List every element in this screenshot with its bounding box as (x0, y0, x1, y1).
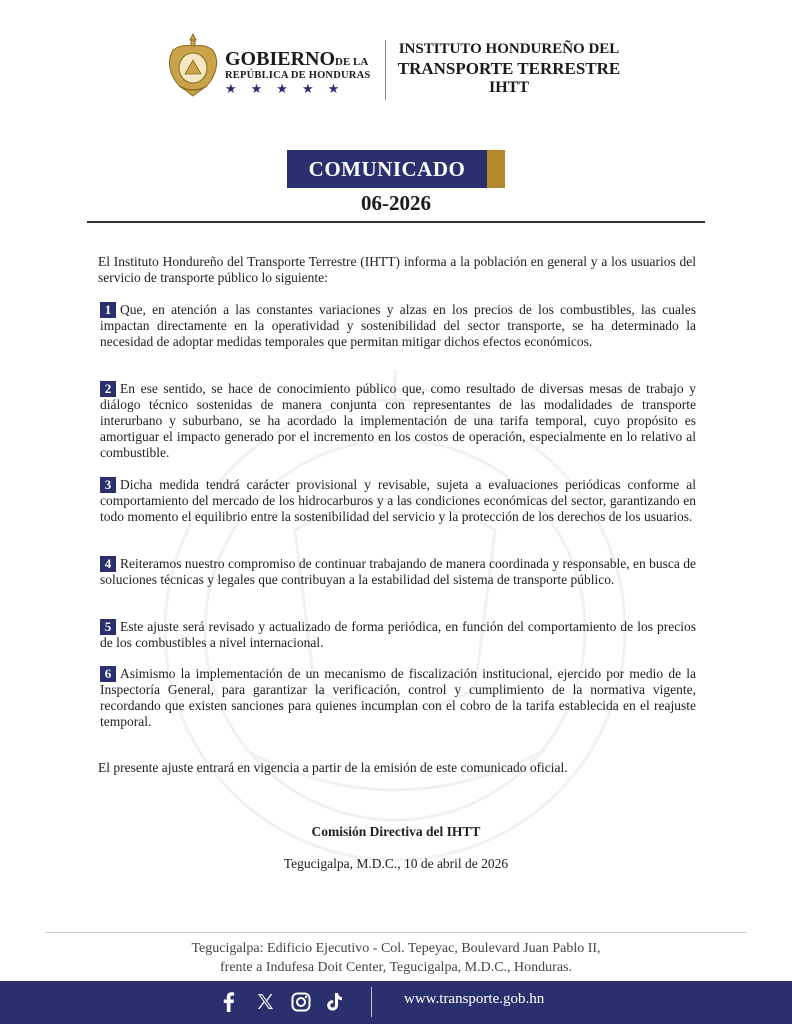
banner-title: COMUNICADO (308, 157, 466, 181)
address-line-2: frente a Indufesa Doit Center, Tegucigalpa, M.D.C., Honduras. (220, 960, 572, 975)
footer-divider (46, 932, 746, 933)
signature: Comisión Directiva del IHTT (311, 824, 481, 839)
item-number-badge: 5 (100, 619, 116, 635)
banner-accent (487, 150, 505, 188)
institute-line-3: IHTT (488, 79, 529, 96)
item-number-badge: 1 (100, 302, 116, 318)
item-number-badge: 3 (100, 477, 116, 493)
address-line-1: Tegucigalpa: Edificio Ejecutivo - Col. Tepeyac, Boulevard Juan Pablo II, (191, 941, 601, 956)
title-divider (87, 221, 705, 223)
header-divider (385, 40, 386, 100)
item-number-badge: 6 (100, 666, 116, 682)
item-text: Dicha medida tendrá carácter provisional y revisable, sujeta a evaluaciones periódicas conforme al comportamiento del mercado de los hidrocarburos y a las condiciones económicas del sector, garantizando en todo momento el equilibrio entre la sostenibilidad del servicio y la protección de los derechos de los usuarios. (100, 477, 696, 524)
item-text: Este ajuste será revisado y actualizado de forma periódica, en función del comportamiento de los precios de los combustibles a nivel internacional. (100, 619, 696, 650)
intro-paragraph: El Instituto Hondureño del Transporte Terrestre (IHTT) informa a la población en general y a los usuarios del servicio de transporte público lo siguiente: (98, 254, 696, 285)
list-item-3 (100, 477, 696, 525)
list-item-6 (100, 666, 696, 730)
gov-title: GOBIERNODE LA (225, 48, 369, 70)
x-icon[interactable] (252, 989, 278, 1015)
gov-subtitle: REPÚBLICA DE HONDURAS (225, 70, 371, 81)
list-item-4 (100, 556, 696, 588)
list-item-5 (100, 619, 696, 651)
footer-address (0, 939, 792, 977)
item-text: Reiteramos nuestro compromiso de continuar trabajando de manera coordinada y responsable, en busca de soluciones técnicas y legales que contribuyan a la estabilidad del sistema de transporte público. (100, 556, 696, 587)
item-text: Que, en atención a las constantes variaciones y alzas en los precios de los combustibles, las cuales impactan directamente en la operatividad y sostenibilidad del sector transporte, se ha determinado la necesidad de adoptar medidas temporales que permitan mitigar dichos efectos económicos. (100, 302, 696, 349)
comunicado-banner (287, 150, 505, 188)
coat-of-arms-icon (165, 30, 221, 100)
footer-bar (0, 981, 792, 1024)
list-item-1 (100, 302, 696, 350)
facebook-icon[interactable] (216, 989, 242, 1015)
institute-line-1: INSTITUTO HONDUREÑO DEL (398, 41, 620, 57)
instagram-icon[interactable] (288, 989, 314, 1015)
gov-stars: ★★★★★ (225, 81, 354, 96)
item-number-badge: 4 (100, 556, 116, 572)
institute-name (389, 40, 629, 97)
list-item-2 (100, 381, 696, 461)
closing-paragraph: El presente ajuste entrará en vigencia a partir de la emisión de este comunicado oficial. (98, 760, 568, 775)
footer-bar-divider (371, 987, 372, 1017)
website-link[interactable]: www.transporte.gob.hn (404, 991, 545, 1007)
header (165, 28, 635, 104)
gov-de-la: DE LA (335, 56, 369, 68)
tiktok-icon[interactable] (321, 989, 347, 1015)
item-text: En ese sentido, se hace de conocimiento público que, como resultado de diversas mesas de trabajo y diálogo técnico sostenidas de manera conjunta con representantes de las modalidades de transporte interurbano y suburbano, se ha acordado la implementación de una tarifa temporal, cuyo propósito es amortiguar el impacto generado por el incremento en los costos de operación, especialmente en lo relativo al combustible. (100, 381, 696, 460)
document-number: 06-2026 (361, 191, 431, 215)
place-date: Tegucigalpa, M.D.C., 10 de abril de 2026 (283, 856, 509, 871)
institute-line-2: TRANSPORTE TERRESTRE (397, 59, 621, 78)
item-text: Asimismo la implementación de un mecanismo de fiscalización institucional, ejercido por medio de la Inspectoría General, para garantizar la verificación, control y cumplimiento de la normativa vigente, recordando que existen sanciones para quienes incumplan con el cobro de la tarifa establecida en el reajuste temporal. (100, 666, 696, 729)
item-number-badge: 2 (100, 381, 116, 397)
